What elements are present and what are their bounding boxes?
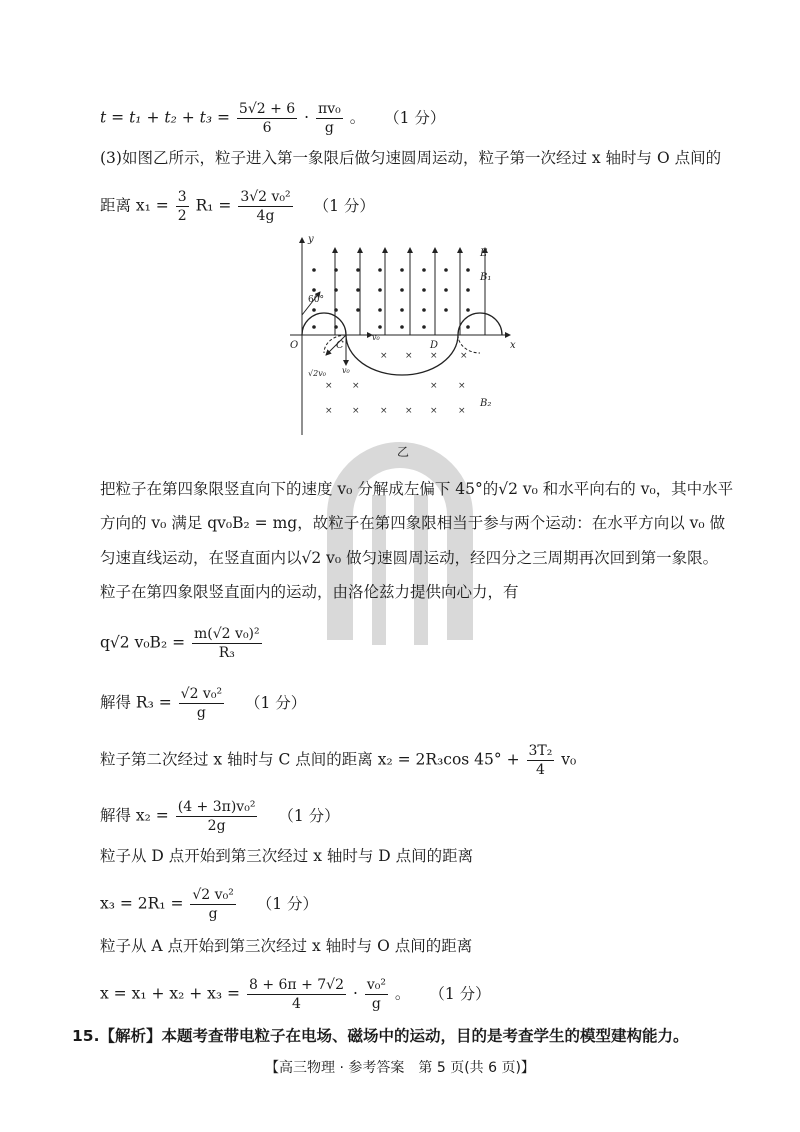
x1-mid: R₁ = <box>195 196 237 215</box>
x-total-line: x = x₁ + x₂ + x₃ = $\frac{8 + 6\pi + 7√2}{4}$ · $\frac{\text{v₀²}}{g}$ 。 （1 分） <box>100 977 491 1012</box>
svg-text:×: × <box>325 381 333 391</box>
physics-diagram <box>280 230 530 460</box>
x2-res-prefix: 解得 x₂ = <box>100 806 174 825</box>
label-o: O <box>290 340 299 351</box>
svg-text:×: × <box>460 351 468 361</box>
x2-frac <box>527 742 555 779</box>
x3-frac <box>190 886 235 923</box>
x-den: 4 <box>292 996 301 1012</box>
x2-res-frac <box>176 798 258 835</box>
x1-frac2-num: 3√2 v₀² <box>240 189 291 205</box>
x2-line <box>100 742 576 779</box>
svg-text:×: × <box>352 381 360 391</box>
x1-prefix: 距离 x₁ = <box>100 196 174 215</box>
label-sqrt2v0: √2v₀ <box>308 369 326 378</box>
x-frac-2 <box>365 976 388 1013</box>
x-eq: x = x₁ + x₂ + x₃ = <box>100 984 245 1003</box>
label-y: y <box>308 234 314 245</box>
time-frac2-den: g <box>324 120 334 136</box>
svg-text:×: × <box>405 351 413 361</box>
r3-prefix: 解得 R₃ = <box>100 693 177 712</box>
para1-line-2: 方向的 v₀ 满足 qv₀B₂ = mg，故粒子在第四象限相当于参与两个运动：在水平方向以 v₀ 做 <box>100 514 726 532</box>
x1-frac-num: 3 <box>177 189 187 205</box>
time-fraction <box>237 100 297 137</box>
x2-res-num: (4 + 3π)v₀² <box>177 799 256 815</box>
x2-res-den: 2g <box>207 818 226 834</box>
label-b2: B₂ <box>480 398 492 409</box>
part3-line-1: (3)如图乙所示，粒子进入第一象限后做匀速圆周运动，粒子第一次经过 x 轴时与 O 点间的 <box>100 149 722 167</box>
para2-line: 粒子在第四象限竖直面内的运动，由洛伦兹力提供向心力，有 <box>100 583 519 601</box>
x3-text: 粒子从 D 点开始到第三次经过 x 轴时与 D 点间的距离 <box>100 847 474 865</box>
label-angle: 60° <box>308 295 324 305</box>
label-e: E <box>480 248 488 259</box>
time-fraction-2 <box>316 100 343 137</box>
score-label: （1 分） <box>256 894 319 913</box>
svg-text:×: × <box>430 351 438 361</box>
r3-line <box>100 685 306 722</box>
eq-lhs: q√2 v₀B₂ = <box>100 633 191 652</box>
score-label: （1 分） <box>384 108 446 127</box>
svg-text:×: × <box>380 406 388 416</box>
label-v0-down: v₀ <box>342 366 350 375</box>
x2-den: 4 <box>535 762 545 778</box>
diagram-caption: 乙 <box>397 445 410 459</box>
x3-num: √2 v₀² <box>192 887 234 903</box>
label-x: x <box>510 340 516 351</box>
x-num: 8 + 6π + 7√2 <box>248 977 344 993</box>
para1-line-1: 把粒子在第四象限竖直向下的速度 v₀ 分解成左偏下 45°的√2 v₀ 和水平向右的 v₀，其中水平 <box>100 480 734 498</box>
score-label: （1 分） <box>245 693 307 712</box>
x2-result-line <box>100 798 340 835</box>
svg-text:×: × <box>458 381 466 391</box>
svg-text:×: × <box>352 406 360 416</box>
x-frac <box>247 976 346 1013</box>
label-v0: v₀ <box>372 333 380 342</box>
page-footer: 【高三物理 · 参考答案 第 5 页(共 6 页)】 <box>265 1060 535 1076</box>
svg-text:×: × <box>405 406 413 416</box>
x1-frac-2 <box>238 188 292 225</box>
time-total-line: t = t₁ + t₂ + t₃ = $\frac{5√2 + 6}{6}$ · $\frac{\text{πv₀}}{g}$ 。 （1 分） <box>100 101 446 136</box>
svg-text:×: × <box>458 406 466 416</box>
x1-frac <box>176 188 189 225</box>
eq-num: m(√2 v₀)² <box>194 626 260 642</box>
b1-dots <box>312 268 470 329</box>
x3-line <box>100 886 318 923</box>
score-label: （1 分） <box>278 806 340 825</box>
x-text: 粒子从 A 点开始到第三次经过 x 轴时与 O 点间的距离 <box>100 937 473 955</box>
x2-num: 3T₂ <box>528 743 553 759</box>
time-end: 。 <box>349 108 366 127</box>
trajectory-arc-1 <box>302 313 346 335</box>
label-d: D <box>430 340 439 351</box>
svg-text:×: × <box>380 351 388 361</box>
time-total-lhs: t = t₁ + t₂ + t₃ = <box>100 108 235 127</box>
time-frac2-num: πv₀ <box>318 101 341 117</box>
para1-line-3: 匀速直线运动，在竖直面内以√2 v₀ 做匀速圆周运动，经四分之三周期再次回到第一象限。 <box>100 549 719 567</box>
label-c: C <box>336 340 344 351</box>
x-den2: g <box>371 996 381 1012</box>
x3-den: g <box>208 906 218 922</box>
x3-eq: x₃ = 2R₁ = <box>100 894 189 913</box>
x1-frac2-den: 4g <box>256 208 275 224</box>
x2-text: 粒子第二次经过 x 轴时与 C 点间的距离 x₂ = 2R₃cos 45° + <box>100 750 525 769</box>
label-b1: B₁ <box>480 272 492 283</box>
r3-frac <box>179 685 224 722</box>
x2-end: v₀ <box>561 750 577 769</box>
svg-text:×: × <box>430 406 438 416</box>
svg-text:×: × <box>430 381 438 391</box>
x-end: 。 <box>394 984 411 1003</box>
lorentz-eq <box>100 625 264 662</box>
r3-num: √2 v₀² <box>180 686 223 702</box>
score-label: （1 分） <box>429 984 491 1003</box>
eq-frac <box>192 625 262 662</box>
question-15-heading: 15.【解析】本题考查带电粒子在电场、磁场中的运动，目的是考查学生的模型建构能力。 <box>72 1027 689 1045</box>
time-frac-den: 6 <box>262 120 272 136</box>
x1-frac-den: 2 <box>177 208 187 224</box>
score-label: （1 分） <box>313 196 375 215</box>
svg-text:×: × <box>325 406 333 416</box>
x1-line <box>100 188 375 225</box>
trajectory-arc-2 <box>346 335 458 375</box>
r3-den: g <box>196 705 206 721</box>
trajectory-arc-3 <box>458 313 502 335</box>
x-num2: v₀² <box>366 977 386 993</box>
time-frac-num: 5√2 + 6 <box>238 101 296 117</box>
eq-den: R₃ <box>218 645 235 661</box>
